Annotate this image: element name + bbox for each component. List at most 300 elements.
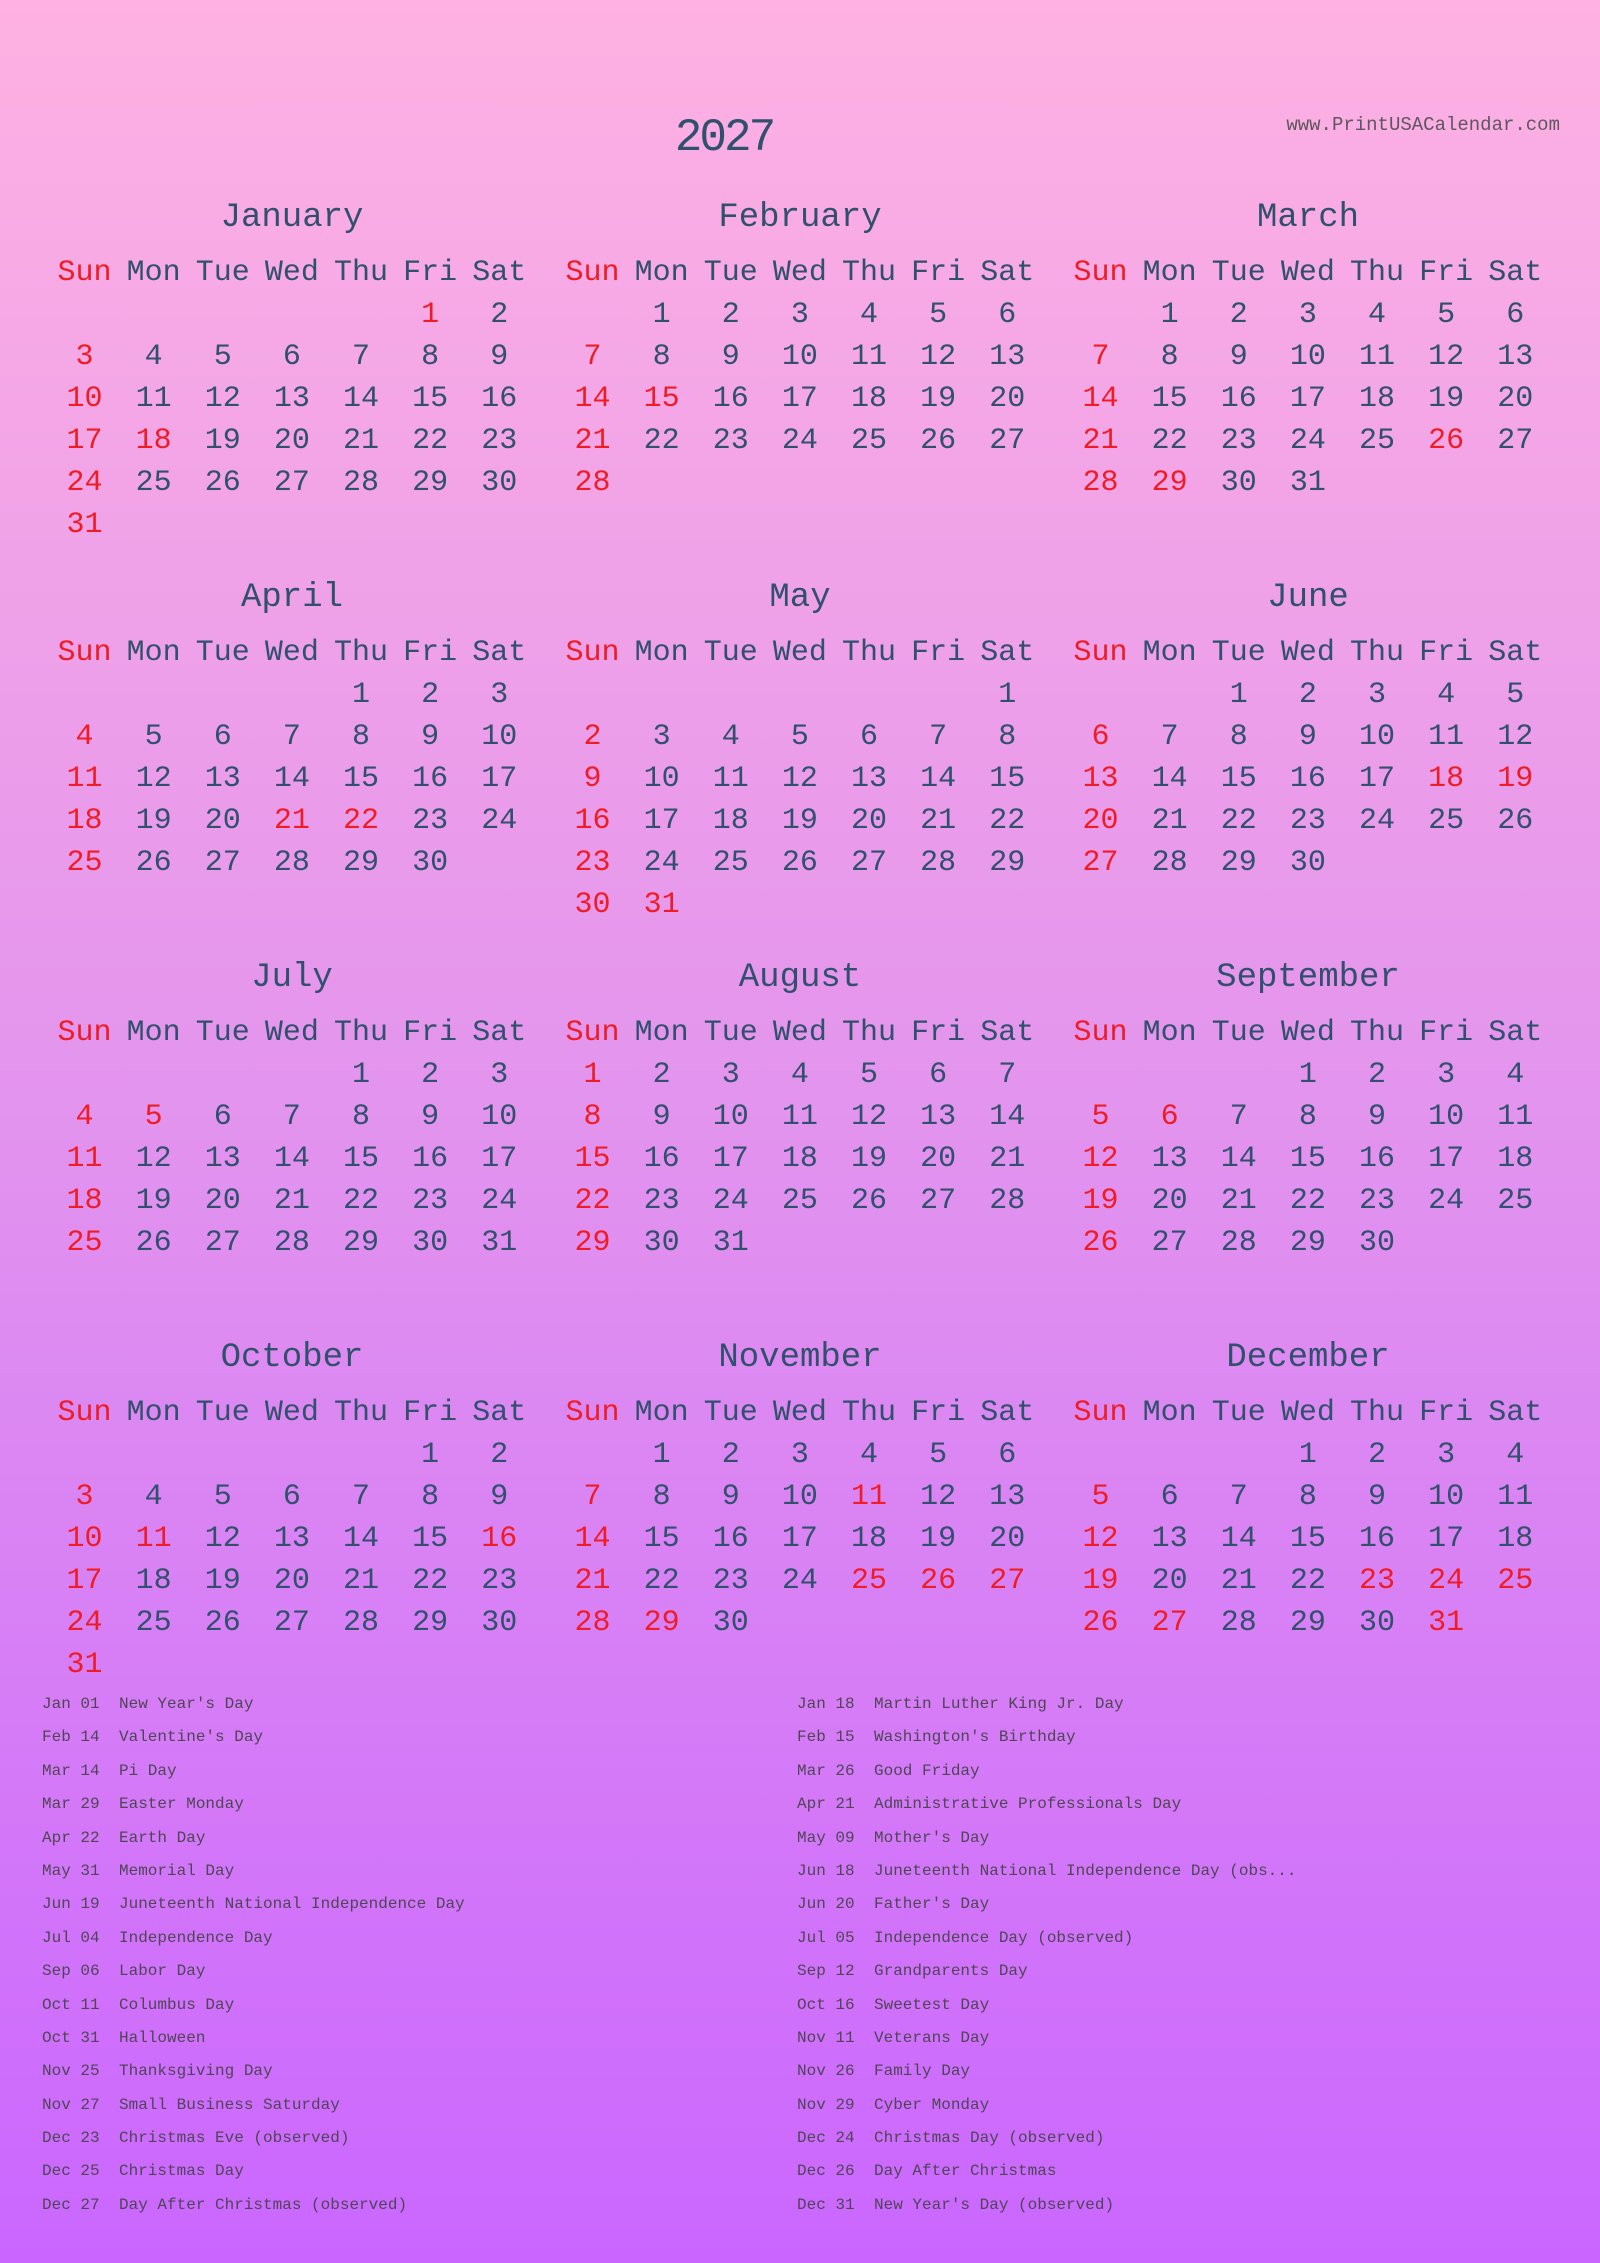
holiday-name: Sweetest Day xyxy=(874,1995,990,2014)
day-cell: 25 xyxy=(712,846,749,880)
day-cell: 25 xyxy=(66,1226,103,1260)
holiday-name: Good Friday xyxy=(874,1761,980,1780)
day-cell: 19 xyxy=(1428,382,1465,416)
day-cell: 13 xyxy=(204,762,241,796)
holiday-date: Dec 24 xyxy=(797,2129,855,2148)
month-title: December xyxy=(1226,1339,1390,1377)
date-row xyxy=(50,378,534,420)
day-cell: 16 xyxy=(1289,762,1326,796)
weekday-label: Mon xyxy=(126,256,181,290)
weekday-header-row xyxy=(50,252,534,294)
day-cell: 14 xyxy=(273,1142,310,1176)
day-cell: 16 xyxy=(712,1522,749,1556)
weekday-label: Sat xyxy=(980,1396,1035,1430)
month-title: April xyxy=(240,579,344,617)
weekday-label: Mon xyxy=(1142,256,1197,290)
weekday-label: Thu xyxy=(1350,1016,1405,1050)
day-cell: 28 xyxy=(1082,466,1119,500)
weekday-label: Tue xyxy=(1211,1016,1266,1050)
day-cell: 22 xyxy=(643,1564,680,1598)
day-cell: 13 xyxy=(1151,1142,1188,1176)
holiday-name: Columbus Day xyxy=(119,1995,235,2014)
day-cell: 8 xyxy=(583,1100,602,1134)
day-cell: 18 xyxy=(66,804,103,838)
weekday-label: Tue xyxy=(703,636,758,670)
weekday-label: Thu xyxy=(334,1396,389,1430)
date-row xyxy=(558,674,1042,716)
weekday-label: Tue xyxy=(703,256,758,290)
weekday-label: Thu xyxy=(842,1016,897,1050)
day-cell: 26 xyxy=(920,424,957,458)
holiday-date: Oct 11 xyxy=(42,1995,100,2014)
day-cell: 26 xyxy=(135,1226,172,1260)
day-cell: 26 xyxy=(204,466,241,500)
day-cell: 22 xyxy=(1289,1564,1326,1598)
day-cell: 25 xyxy=(1497,1184,1534,1218)
day-cell: 19 xyxy=(204,1564,241,1598)
day-cell: 15 xyxy=(1220,762,1257,796)
holiday-date: Sep 12 xyxy=(797,1962,855,1981)
day-cell: 7 xyxy=(1091,340,1110,374)
day-cell: 3 xyxy=(490,678,509,712)
day-cell: 14 xyxy=(574,382,611,416)
day-cell: 3 xyxy=(1437,1438,1456,1472)
day-cell: 20 xyxy=(1151,1564,1188,1598)
day-cell: 1 xyxy=(1298,1438,1317,1472)
date-row xyxy=(50,674,534,716)
day-cell: 25 xyxy=(781,1184,818,1218)
day-cell: 10 xyxy=(1428,1480,1465,1514)
weekday-label: Thu xyxy=(842,256,897,290)
holiday-item xyxy=(42,2089,792,2122)
holiday-name: Christmas Day (observed) xyxy=(874,2129,1105,2148)
day-cell: 24 xyxy=(1359,804,1396,838)
day-cell: 21 xyxy=(273,804,310,838)
day-cell: 24 xyxy=(481,1184,518,1218)
holiday-name: Pi Day xyxy=(119,1761,177,1780)
weekday-label: Tue xyxy=(195,636,250,670)
holiday-name: Day After Christmas xyxy=(874,2162,1057,2181)
day-cell: 19 xyxy=(920,382,957,416)
day-cell: 22 xyxy=(643,424,680,458)
day-cell: 9 xyxy=(721,340,740,374)
day-cell: 18 xyxy=(1359,382,1396,416)
day-cell: 28 xyxy=(574,466,611,500)
day-cell: 19 xyxy=(920,1522,957,1556)
holiday-name: Christmas Eve (observed) xyxy=(119,2129,350,2148)
day-cell: 21 xyxy=(920,804,957,838)
holiday-item xyxy=(797,1855,1577,1888)
holiday-name: Washington's Birthday xyxy=(874,1728,1076,1747)
date-row xyxy=(50,842,534,884)
holiday-date: Dec 31 xyxy=(797,2195,855,2214)
holiday-item xyxy=(797,1721,1577,1754)
day-cell: 3 xyxy=(1437,1058,1456,1092)
day-cell: 21 xyxy=(343,1564,380,1598)
day-cell: 19 xyxy=(1082,1184,1119,1218)
weekday-label: Sun xyxy=(565,1396,620,1430)
day-cell: 10 xyxy=(781,340,818,374)
weekday-label: Fri xyxy=(911,256,966,290)
date-row xyxy=(558,884,1042,926)
day-cell: 22 xyxy=(343,1184,380,1218)
day-cell: 16 xyxy=(412,1142,449,1176)
month-september xyxy=(1066,956,1550,1336)
day-cell: 11 xyxy=(66,1142,103,1176)
month-title: July xyxy=(251,959,333,997)
date-row xyxy=(558,1602,1042,1644)
date-row xyxy=(1066,1222,1550,1264)
holiday-item xyxy=(42,2189,792,2222)
date-row xyxy=(1066,420,1550,462)
date-row xyxy=(1066,462,1550,504)
day-cell: 13 xyxy=(989,1480,1026,1514)
day-cell: 9 xyxy=(721,1480,740,1514)
weekday-label: Sat xyxy=(472,636,527,670)
date-row xyxy=(50,294,534,336)
day-cell: 14 xyxy=(920,762,957,796)
day-cell: 6 xyxy=(213,720,232,754)
holiday-item xyxy=(797,1688,1577,1721)
day-cell: 17 xyxy=(1428,1142,1465,1176)
day-cell: 15 xyxy=(643,1522,680,1556)
day-cell: 28 xyxy=(343,466,380,500)
day-cell: 28 xyxy=(989,1184,1026,1218)
day-cell: 27 xyxy=(989,424,1026,458)
weekday-label: Fri xyxy=(1419,1016,1474,1050)
holiday-item xyxy=(797,1822,1577,1855)
day-cell: 9 xyxy=(1298,720,1317,754)
date-row xyxy=(50,1054,534,1096)
day-cell: 1 xyxy=(352,678,371,712)
day-cell: 25 xyxy=(1428,804,1465,838)
day-cell: 7 xyxy=(998,1058,1017,1092)
weekday-label: Tue xyxy=(703,1016,758,1050)
day-cell: 15 xyxy=(643,382,680,416)
day-cell: 16 xyxy=(1359,1142,1396,1176)
day-cell: 23 xyxy=(481,424,518,458)
weekday-label: Thu xyxy=(842,1396,897,1430)
day-cell: 29 xyxy=(1289,1606,1326,1640)
weekday-label: Sat xyxy=(980,256,1035,290)
day-cell: 22 xyxy=(1220,804,1257,838)
day-cell: 24 xyxy=(1428,1564,1465,1598)
weekday-label: Tue xyxy=(1211,636,1266,670)
date-row xyxy=(50,1180,534,1222)
day-cell: 4 xyxy=(144,340,163,374)
weekday-label: Mon xyxy=(1142,1396,1197,1430)
holiday-name: Mother's Day xyxy=(874,1828,990,1847)
day-cell: 29 xyxy=(412,1606,449,1640)
weekday-label: Sat xyxy=(1488,256,1543,290)
date-row xyxy=(1066,1054,1550,1096)
day-cell: 17 xyxy=(66,1564,103,1598)
day-cell: 5 xyxy=(860,1058,879,1092)
day-cell: 27 xyxy=(273,466,310,500)
website-url: www.PrintUSACalendar.com xyxy=(1286,114,1560,136)
weekday-label: Fri xyxy=(403,1016,458,1050)
date-row xyxy=(1066,1434,1550,1476)
day-cell: 9 xyxy=(1368,1480,1387,1514)
day-cell: 11 xyxy=(1428,720,1465,754)
day-cell: 28 xyxy=(574,1606,611,1640)
day-cell: 17 xyxy=(481,1142,518,1176)
holiday-date: Nov 27 xyxy=(42,2095,100,2114)
day-cell: 6 xyxy=(213,1100,232,1134)
day-cell: 3 xyxy=(75,1480,94,1514)
day-cell: 22 xyxy=(412,1564,449,1598)
day-cell: 22 xyxy=(574,1184,611,1218)
weekday-label: Sat xyxy=(472,1396,527,1430)
day-cell: 9 xyxy=(1368,1100,1387,1134)
holiday-name: Cyber Monday xyxy=(874,2095,990,2114)
holiday-date: Dec 25 xyxy=(42,2162,100,2181)
date-row xyxy=(1066,716,1550,758)
day-cell: 8 xyxy=(998,720,1017,754)
day-cell: 2 xyxy=(1368,1438,1387,1472)
day-cell: 14 xyxy=(343,1522,380,1556)
day-cell: 28 xyxy=(273,846,310,880)
day-cell: 13 xyxy=(1497,340,1534,374)
day-cell: 26 xyxy=(135,846,172,880)
holiday-date: Jan 18 xyxy=(797,1695,855,1713)
date-row xyxy=(1066,758,1550,800)
date-row xyxy=(50,1222,534,1264)
day-cell: 29 xyxy=(412,466,449,500)
day-cell: 28 xyxy=(1151,846,1188,880)
day-cell: 31 xyxy=(66,1648,103,1682)
months-grid xyxy=(50,196,1550,1716)
day-cell: 31 xyxy=(712,1226,749,1260)
day-cell: 6 xyxy=(998,1438,1017,1472)
weekday-label: Wed xyxy=(1280,1396,1335,1430)
weekday-label: Thu xyxy=(1350,256,1405,290)
date-row xyxy=(558,842,1042,884)
day-cell: 9 xyxy=(421,720,440,754)
day-cell: 3 xyxy=(790,1438,809,1472)
day-cell: 21 xyxy=(989,1142,1026,1176)
weekday-label: Sat xyxy=(472,256,527,290)
day-cell: 30 xyxy=(1359,1226,1396,1260)
day-cell: 12 xyxy=(1428,340,1465,374)
weekday-label: Fri xyxy=(911,1016,966,1050)
day-cell: 17 xyxy=(1428,1522,1465,1556)
day-cell: 15 xyxy=(412,382,449,416)
day-cell: 15 xyxy=(989,762,1026,796)
weekday-label: Fri xyxy=(403,1396,458,1430)
day-cell: 26 xyxy=(851,1184,888,1218)
day-cell: 15 xyxy=(343,1142,380,1176)
day-cell: 14 xyxy=(1220,1142,1257,1176)
weekday-label: Mon xyxy=(1142,1016,1197,1050)
holiday-name: Easter Monday xyxy=(119,1795,244,1814)
day-cell: 22 xyxy=(1289,1184,1326,1218)
day-cell: 5 xyxy=(790,720,809,754)
day-cell: 7 xyxy=(352,1480,371,1514)
date-row xyxy=(1066,1602,1550,1644)
month-march xyxy=(1066,196,1550,576)
weekday-label: Fri xyxy=(1419,636,1474,670)
day-cell: 11 xyxy=(712,762,749,796)
day-cell: 18 xyxy=(851,1522,888,1556)
month-title: September xyxy=(1216,959,1400,997)
date-row xyxy=(558,1434,1042,1476)
day-cell: 10 xyxy=(1428,1100,1465,1134)
day-cell: 19 xyxy=(851,1142,888,1176)
month-april xyxy=(50,576,534,956)
day-cell: 29 xyxy=(343,846,380,880)
date-row xyxy=(50,462,534,504)
weekday-label: Sun xyxy=(57,1016,112,1050)
day-cell: 2 xyxy=(652,1058,671,1092)
day-cell: 27 xyxy=(989,1564,1026,1598)
date-row xyxy=(1066,674,1550,716)
holiday-name: Valentine's Day xyxy=(119,1728,264,1747)
weekday-header-row xyxy=(1066,1012,1550,1054)
day-cell: 2 xyxy=(421,1058,440,1092)
day-cell: 4 xyxy=(144,1480,163,1514)
day-cell: 23 xyxy=(1289,804,1326,838)
day-cell: 7 xyxy=(1160,720,1179,754)
day-cell: 23 xyxy=(712,1564,749,1598)
month-title: August xyxy=(738,959,862,997)
day-cell: 3 xyxy=(490,1058,509,1092)
day-cell: 18 xyxy=(712,804,749,838)
holiday-date: Jun 18 xyxy=(797,1861,855,1880)
holiday-date: Apr 22 xyxy=(42,1828,100,1847)
day-cell: 2 xyxy=(490,298,509,332)
day-cell: 16 xyxy=(412,762,449,796)
holiday-date: Oct 31 xyxy=(42,2028,100,2047)
day-cell: 9 xyxy=(490,1480,509,1514)
day-cell: 27 xyxy=(204,1226,241,1260)
day-cell: 28 xyxy=(273,1226,310,1260)
day-cell: 18 xyxy=(1497,1142,1534,1176)
weekday-label: Thu xyxy=(1350,1396,1405,1430)
day-cell: 17 xyxy=(1359,762,1396,796)
day-cell: 8 xyxy=(1160,340,1179,374)
weekday-label: Tue xyxy=(195,1016,250,1050)
day-cell: 6 xyxy=(1091,720,1110,754)
day-cell: 21 xyxy=(273,1184,310,1218)
holiday-name: New Year's Day (observed) xyxy=(874,2195,1115,2214)
day-cell: 26 xyxy=(204,1606,241,1640)
weekday-label: Wed xyxy=(264,256,319,290)
day-cell: 14 xyxy=(1151,762,1188,796)
day-cell: 14 xyxy=(1082,382,1119,416)
day-cell: 13 xyxy=(851,762,888,796)
holiday-item xyxy=(42,2022,792,2055)
date-row xyxy=(50,1644,534,1686)
day-cell: 9 xyxy=(583,762,602,796)
holiday-date: Nov 11 xyxy=(797,2028,855,2047)
day-cell: 8 xyxy=(352,720,371,754)
weekday-label: Tue xyxy=(1211,1396,1266,1430)
day-cell: 21 xyxy=(1220,1184,1257,1218)
holiday-date: Oct 16 xyxy=(797,1995,855,2014)
holiday-date: Jul 05 xyxy=(797,1928,855,1947)
day-cell: 4 xyxy=(860,1438,879,1472)
day-cell: 20 xyxy=(989,382,1026,416)
day-cell: 6 xyxy=(998,298,1017,332)
day-cell: 25 xyxy=(1497,1564,1534,1598)
weekday-label: Wed xyxy=(1280,636,1335,670)
day-cell: 5 xyxy=(1506,678,1525,712)
month-august xyxy=(558,956,1042,1336)
holiday-item xyxy=(797,1888,1577,1921)
day-cell: 12 xyxy=(204,1522,241,1556)
holiday-date: Dec 23 xyxy=(42,2129,100,2148)
weekday-label: Sat xyxy=(1488,1016,1543,1050)
holiday-item xyxy=(797,2089,1577,2122)
weekday-label: Wed xyxy=(264,636,319,670)
day-cell: 24 xyxy=(481,804,518,838)
weekday-label: Sun xyxy=(1073,256,1128,290)
weekday-label: Wed xyxy=(772,256,827,290)
day-cell: 3 xyxy=(652,720,671,754)
day-cell: 15 xyxy=(1151,382,1188,416)
holiday-date: Nov 29 xyxy=(797,2095,855,2114)
date-row xyxy=(558,1138,1042,1180)
day-cell: 12 xyxy=(920,1480,957,1514)
day-cell: 2 xyxy=(583,720,602,754)
day-cell: 13 xyxy=(1082,762,1119,796)
weekday-label: Wed xyxy=(772,1016,827,1050)
day-cell: 10 xyxy=(481,1100,518,1134)
day-cell: 11 xyxy=(781,1100,818,1134)
date-row xyxy=(50,336,534,378)
date-row xyxy=(1066,1096,1550,1138)
date-row xyxy=(558,1054,1042,1096)
day-cell: 28 xyxy=(920,846,957,880)
date-row xyxy=(50,1096,534,1138)
day-cell: 12 xyxy=(851,1100,888,1134)
day-cell: 23 xyxy=(481,1564,518,1598)
holiday-date: Feb 15 xyxy=(797,1728,855,1747)
day-cell: 12 xyxy=(1082,1142,1119,1176)
holiday-item xyxy=(797,1788,1577,1821)
month-december xyxy=(1066,1336,1550,1716)
holiday-date: Mar 14 xyxy=(42,1761,100,1780)
month-title: November xyxy=(718,1339,882,1377)
date-row xyxy=(558,1180,1042,1222)
date-row xyxy=(558,1096,1042,1138)
holiday-item xyxy=(42,1855,792,1888)
weekday-label: Fri xyxy=(911,1396,966,1430)
month-title: October xyxy=(220,1339,364,1377)
month-title: February xyxy=(718,199,882,237)
day-cell: 29 xyxy=(989,846,1026,880)
date-row xyxy=(558,294,1042,336)
date-row xyxy=(50,1476,534,1518)
weekday-header-row xyxy=(50,632,534,674)
day-cell: 10 xyxy=(781,1480,818,1514)
day-cell: 30 xyxy=(712,1606,749,1640)
date-row xyxy=(558,716,1042,758)
weekday-label: Wed xyxy=(264,1016,319,1050)
day-cell: 3 xyxy=(790,298,809,332)
day-cell: 20 xyxy=(920,1142,957,1176)
day-cell: 2 xyxy=(1368,1058,1387,1092)
day-cell: 18 xyxy=(66,1184,103,1218)
day-cell: 4 xyxy=(721,720,740,754)
day-cell: 26 xyxy=(1497,804,1534,838)
holiday-name: Martin Luther King Jr. Day xyxy=(874,1695,1124,1713)
weekday-label: Fri xyxy=(1419,1396,1474,1430)
day-cell: 1 xyxy=(652,298,671,332)
day-cell: 27 xyxy=(1082,846,1119,880)
day-cell: 5 xyxy=(213,1480,232,1514)
